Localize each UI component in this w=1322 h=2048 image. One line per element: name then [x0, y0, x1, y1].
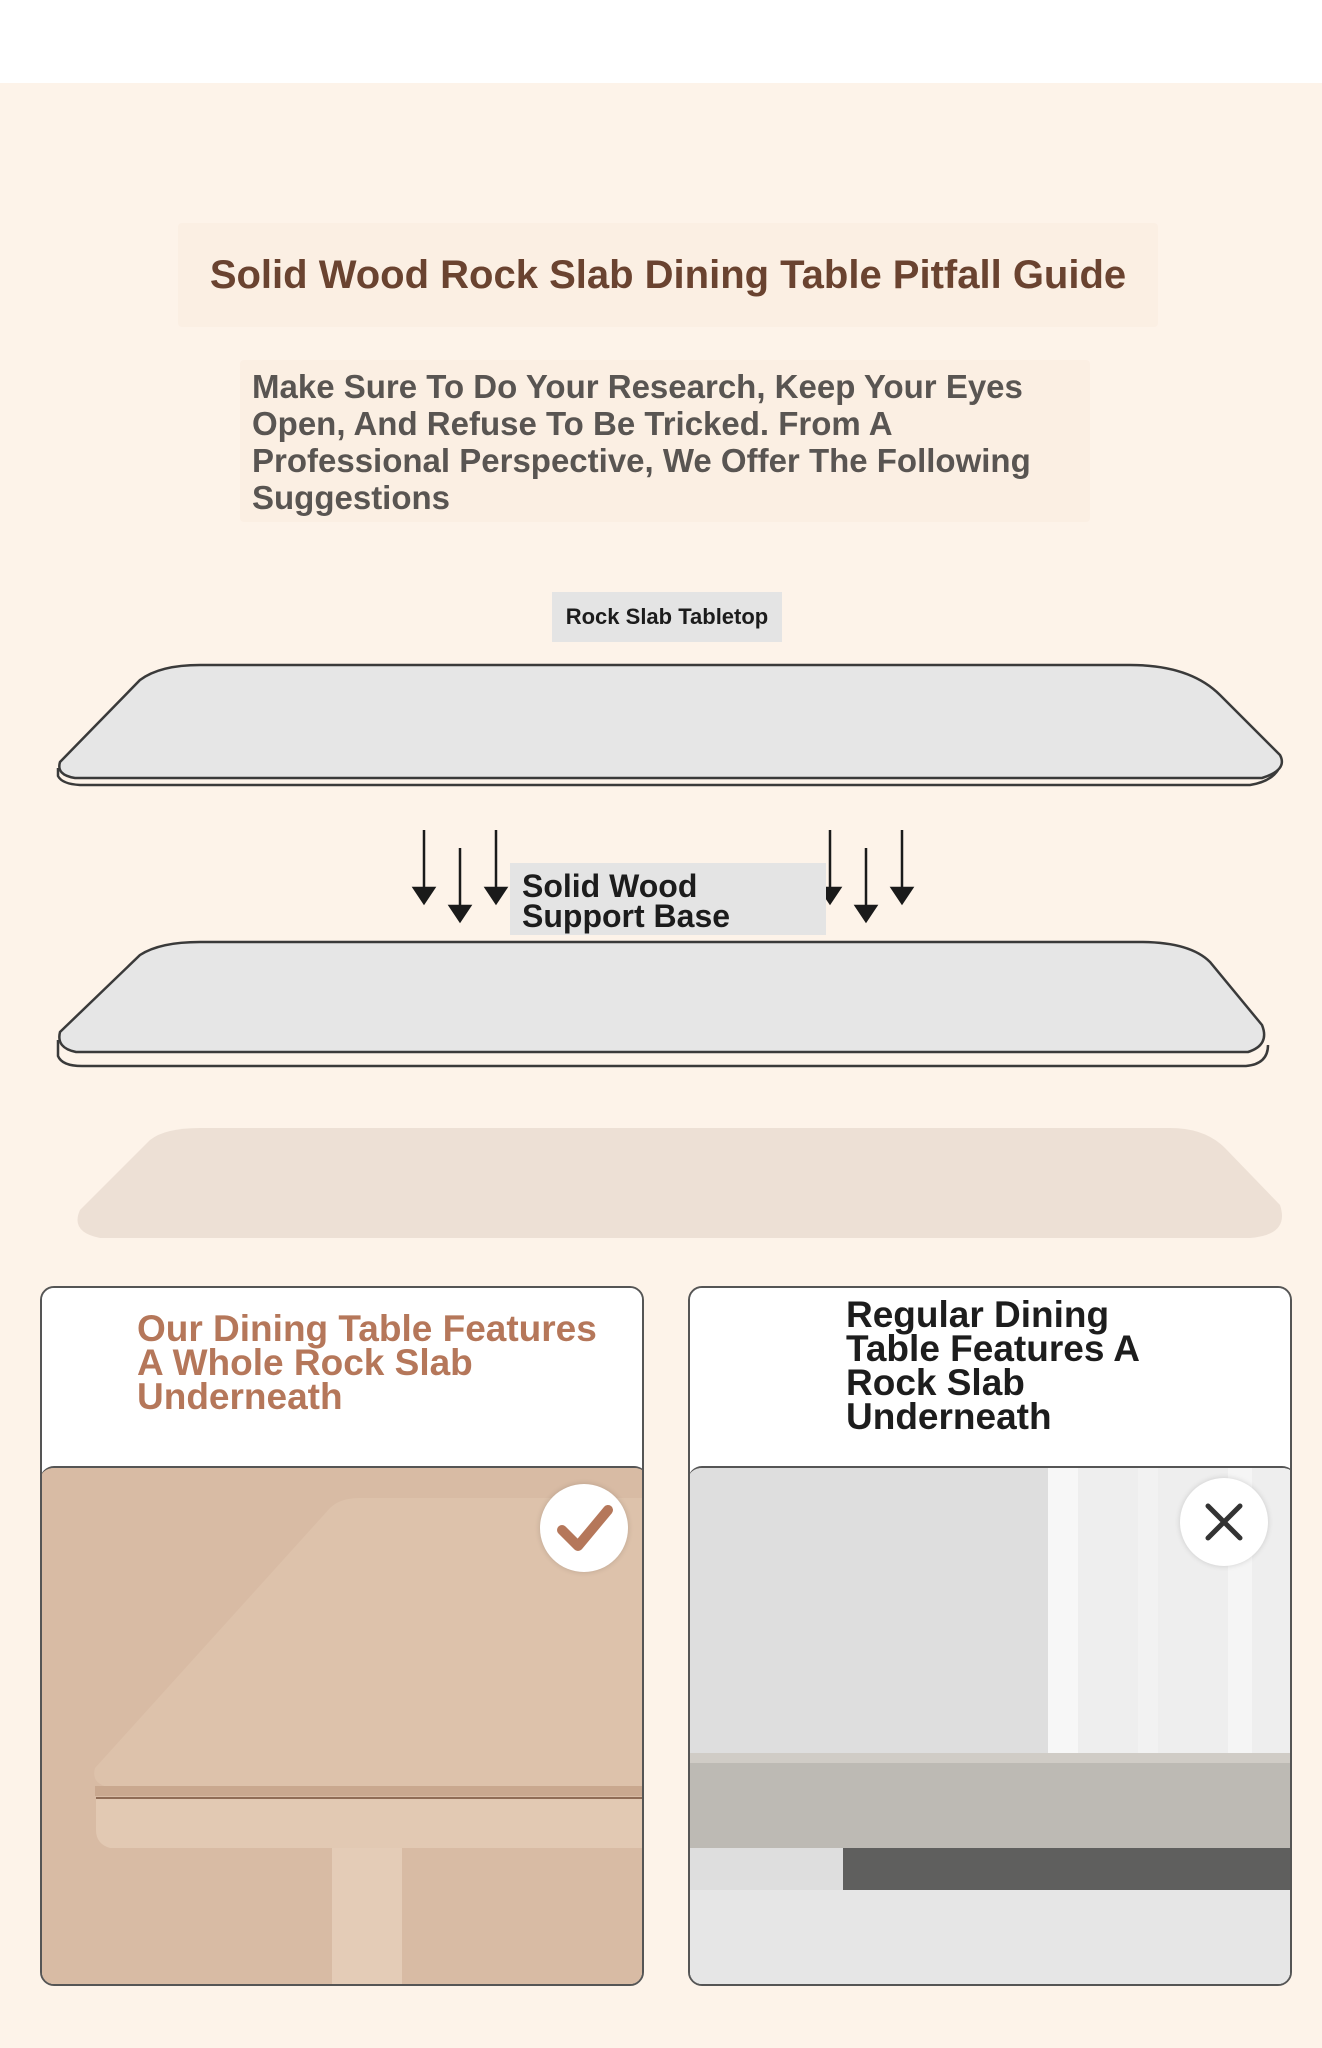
- arrows-right: [820, 830, 912, 921]
- close-badge: [1180, 1478, 1268, 1566]
- our-table-card: [40, 1286, 644, 1986]
- card-header: [42, 1288, 642, 1468]
- table-shadow: [78, 1128, 1283, 1238]
- arrows-left: [414, 830, 506, 921]
- solid-wood-support-base-label: Solid Wood Support Base: [510, 863, 826, 935]
- title-box: [178, 223, 1158, 327]
- check-badge: [540, 1484, 628, 1572]
- page-subtitle: Make Sure To Do Your Research, Keep Your Eyes Open, And Refuse To Be Tricked. From A Professional Perspective, We Offer The Following Suggestions: [252, 368, 1031, 516]
- rock-slab-tabletop-shape: [58, 665, 1282, 785]
- solid-wood-support-base-shape: [58, 942, 1268, 1066]
- top-bar: [0, 0, 1322, 83]
- regular-table-card-title: Regular Dining Table Features A Rock Slab Underneath: [846, 1294, 1139, 1437]
- our-table-image: [40, 1466, 644, 1986]
- page-title: Solid Wood Rock Slab Dining Table Pitfall Guide: [209, 252, 1127, 297]
- rock-slab-tabletop-label: Rock Slab Tabletop: [552, 592, 782, 642]
- subtitle-box: [240, 360, 1090, 522]
- card-header: [690, 1288, 1290, 1468]
- check-icon: [554, 1498, 614, 1558]
- our-table-card-title: Our Dining Table Features A Whole Rock Slab Underneath: [137, 1308, 597, 1417]
- regular-table-card: [688, 1286, 1292, 1986]
- regular-table-image: [688, 1466, 1292, 1986]
- close-icon: [1200, 1498, 1248, 1546]
